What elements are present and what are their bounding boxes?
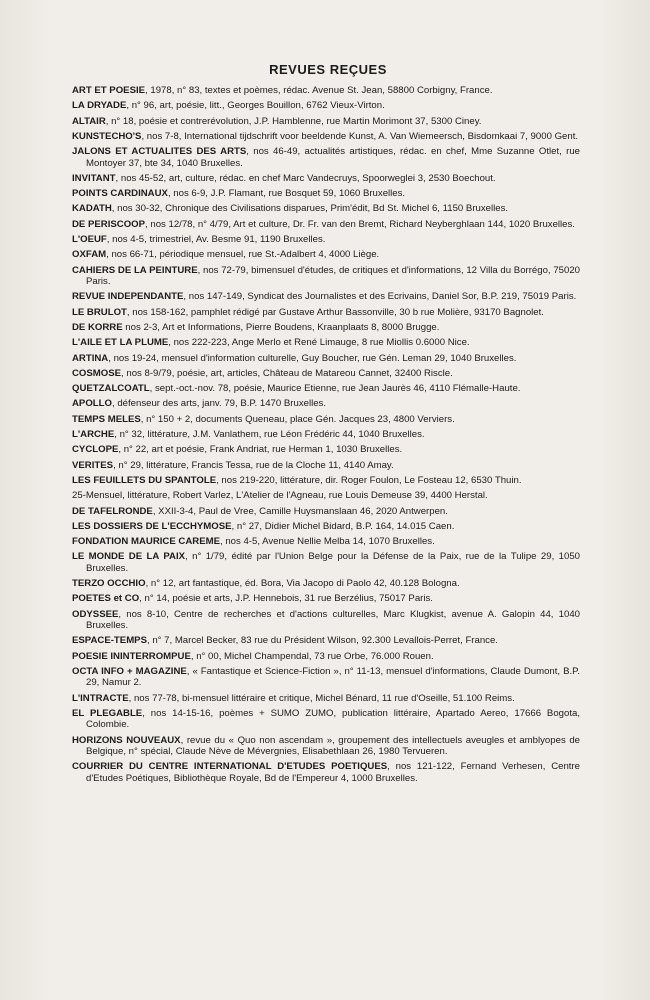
review-name: ARTINA [72,352,109,364]
review-entry [72,188,580,199]
review-name: OXFAM [72,249,107,261]
review-details: , revue du « Quo non ascendam », groupement des intellectuels aveugles et amblyopes de Belgique, n° spécial, Claude Nève de Mévergnies, Elisabethlaan 26, 1980 Tervueren. [86,734,580,758]
review-entry [72,429,580,440]
review-name: KUNSTECHO'S [72,130,142,142]
review-entry [72,551,580,574]
review-name: COURRIER DU CENTRE INTERNATIONAL D'ETUDES POETIQUES [72,761,388,773]
review-name: LES DOSSIERS DE L'ECCHYMOSE [72,520,232,532]
review-name: VERITES [72,459,114,471]
review-entry [72,666,580,689]
review-entry [72,173,580,184]
review-name: COSMOSE [72,367,122,379]
review-details: , n° 00, Michel Champendal, 73 rue Orbe, 76.000 Rouen. [190,650,434,662]
review-details: , « Fantastique et Science-Fiction », n° 11-13, mensuel d'informations, Claude Dumont, B.P. 29, Namur 2. [86,666,580,689]
review-entry [72,490,580,501]
review-details: , nos 121-122, Fernand Verhesen, Centre d'Etudes Poétiques, Bibliothèque Royale, Bd de l'Empereur 4, 1000 Bruxelles. [86,761,580,784]
review-entry [72,444,580,455]
review-name: DE KORRE [72,321,123,333]
review-name: POETES et CO [72,593,140,605]
review-name: L'ARCHE [72,429,115,441]
review-name: POINTS CARDINAUX [72,188,168,200]
review-details: , n° 27, Didier Michel Bidard, B.P. 164, 14.015 Caen. [231,520,455,532]
review-entry [72,234,580,245]
review-name: ART ET POESIE [72,85,146,96]
review-details: , nos 4-5, trimestriel, Av. Besme 91, 1190 Bruxelles. [106,234,326,246]
review-entry [72,265,580,288]
review-details: , n° 32, littérature, J.M. Vanlathem, rue Léon Frédéric 44, 1040 Bruxelles. [114,429,425,441]
review-name: KADATH [72,203,112,215]
review-name: TERZO OCCHIO [72,578,146,590]
review-name: POESIE ININTERROMPUE [72,650,191,662]
review-entry [72,116,580,127]
review-entry [72,761,580,784]
review-details: , nos 19-24, mensuel d'information culturelle, Guy Boucher, rue Gén. Leman 29, 1040 Bruxelles. [108,352,517,364]
review-details: , nos 8-10, Centre de recherches et d'actions culturelles, Marc Klugkist, avenue A. Galopin 44, 1040 Bruxelles. [86,608,580,632]
review-details: , nos 14-15-16, poèmes + SUMO ZUMO, publication littéraire, Apartado Aereo, 17666 Bogota, Colombie. [86,708,580,731]
review-name: L'INTRACTE [72,692,129,704]
review-details: , défenseur des arts, janv. 79, B.P. 1470 Bruxelles. [111,398,327,410]
review-entry [72,307,580,318]
review-details: , 1978, n° 83, textes et poèmes, rédac. Avenue St. Jean, 58800 Corbigny, France. [145,85,493,96]
review-name: LE BRULOT [72,306,127,318]
review-details: , nos 4-5, Avenue Nellie Melba 14, 1070 Bruxelles. [220,536,435,548]
review-details: , n° 150 + 2, documents Queneau, place Gén. Jacques 23, 4800 Verviers. [140,413,455,425]
review-details: , nos 219-220, littérature, dir. Roger Foulon, Le Fosteau 12, 6530 Thuin. [216,474,522,486]
review-entry [72,635,580,646]
review-details: nos 2-3, Art et Informations, Pierre Boudens, Kraanplaats 8, 8000 Brugge. [122,321,440,333]
review-name: EL PLEGABLE [72,708,143,720]
review-entry [72,368,580,379]
page-title: REVUES REÇUES [269,62,387,77]
review-name: CYCLOPE [72,444,119,456]
review-list [72,85,580,784]
review-details: , nos 72-79, bimensuel d'études, de critiques et d'informations, 12 Villa du Borrégo, 75020 Paris. [86,264,580,288]
review-entry [72,131,580,142]
review-details: , n° 7, Marcel Becker, 83 rue du Président Wilson, 92.300 Levallois-Perret, France. [146,635,498,647]
review-entry [72,593,580,604]
review-entry [72,146,580,169]
review-entry [72,460,580,471]
review-name: ESPACE-TEMPS [72,635,147,647]
review-entry [72,219,580,230]
review-details: , n° 96, art, poésie, litt., Georges Bouillon, 6762 Vieux-Virton. [126,100,385,112]
review-entry [72,735,580,758]
review-details: , n° 1/79, édité par l'Union Belge pour la Défense de la Paix, rue de la Tulipe 29, 1050 Bruxelles. [86,551,580,574]
review-entry [72,249,580,260]
review-name: APOLLO [72,398,112,410]
review-details: , nos 30-32, Chronique des Civilisations disparues, Prim'édit, Bd St. Michel 6, 1150 Bruxelles. [111,203,509,215]
review-details: , sept.-oct.-nov. 78, poésie, Maurice Etienne, rue Jean Jaurès 46, 4110 Flémalle-Haute. [149,383,521,395]
review-entry [72,322,580,333]
review-entry [72,536,580,547]
review-details: , n° 29, littérature, Francis Tessa, rue de la Cloche 11, 4140 Amay. [113,459,394,471]
review-details: , nos 147-149, Syndicat des Journalistes et des Ecrivains, Daniel Sor, B.P. 219, 75019 Paris. [183,291,577,303]
review-details: , nos 77-78, bi-mensuel littéraire et critique, Michel Bénard, 11 rue d'Oseille, 51.100 Reims. [128,692,515,704]
review-name: ODYSSEE [72,608,119,620]
review-details: , n° 12, art fantastique, éd. Bora, Via Jacopo di Paolo 42, 40.128 Bologna. [145,578,460,590]
review-entry [72,203,580,214]
review-entry [72,521,580,532]
review-entry [72,609,580,632]
review-name: OCTA INFO + MAGAZINE [72,666,187,678]
review-details: 25-Mensuel, littérature, Robert Varlez, L'Atelier de l'Agneau, rue Louis Demeuse 39, 4400 Herstal. [72,490,488,502]
review-entry [72,100,580,111]
review-details: , nos 12/78, n° 4/79, Art et culture, Dr. Fr. van den Bremt, Richard Neyberghlaan 144, 1020 Bruxelles. [145,218,575,230]
review-entry [72,651,580,662]
review-entry [72,337,580,348]
review-entry [72,291,580,302]
review-name: HORIZONS NOUVEAUX [72,734,181,746]
review-name: DE PERISCOOP [72,218,146,230]
review-name: LE MONDE DE LA PAIX [72,551,186,563]
review-details: , n° 14, poésie et arts, J.P. Hennebois, 31 rue Berzélius, 75017 Paris. [139,593,433,605]
review-name: DE TAFELRONDE [72,505,153,517]
review-entry [72,85,580,96]
review-entry [72,383,580,394]
review-details: , XXII-3-4, Paul de Vree, Camille Huysmanslaan 46, 2020 Antwerpen. [152,505,448,517]
review-details: , nos 6-9, J.P. Flamant, rue Bosquet 59, 1060 Bruxelles. [167,188,406,200]
review-entry [72,353,580,364]
review-entry [72,578,580,589]
review-name: JALONS ET ACTUALITES DES ARTS [72,146,247,158]
review-name: INVITANT [72,172,116,184]
review-entry [72,475,580,486]
review-entry [72,708,580,731]
review-details: , nos 45-52, art, culture, rédac. en chef Marc Vandecruys, Spoorweglei 3, 2530 Boechout. [115,172,496,184]
review-name: REVUE INDEPENDANTE [72,291,184,303]
review-details: , n° 22, art et poésie, Frank Andriat, rue Herman 1, 1030 Bruxelles. [118,444,403,456]
review-name: CAHIERS DE LA PEINTURE [72,264,198,276]
review-details: , nos 66-71, périodique mensuel, rue St.-Adalbert 4, 4000 Liège. [106,249,380,261]
review-details: , n° 18, poésie et contrerévolution, J.P. Hamblenne, rue Martin Morimont 37, 5300 Ciney. [105,115,482,127]
review-name: L'OEUF [72,234,107,246]
review-name: TEMPS MELES [72,413,141,425]
review-name: LES FEUILLETS DU SPANTOLE [72,474,217,486]
review-details: , nos 46-49, actualités artistiques, rédac. en chef, Mme Suzanne Otlet, rue Montoyer 37, bte 34, 1040 Bruxelles. [86,146,580,169]
review-entry [72,414,580,425]
review-details: , nos 8-9/79, poésie, art, articles, Château de Matareou Cannet, 32400 Riscle. [121,367,453,379]
review-details: , nos 222-223, Ange Merlo et René Limauge, 8 rue Miollis 0.6000 Nice. [168,337,470,349]
review-entry [72,693,580,704]
review-name: ALTAIR [72,115,106,127]
review-details: , nos 158-162, pamphlet rédigé par Gustave Arthur Bassonville, 30 b rue Molière, 93170 Bagnolet. [126,306,544,318]
review-name: QUETZALCOATL [72,383,150,395]
review-entry [72,398,580,409]
review-entry [72,506,580,517]
review-name: FONDATION MAURICE CAREME [72,536,220,548]
review-name: L'AILE ET LA PLUME [72,337,169,349]
review-name: LA DRYADE [72,100,127,112]
review-details: , nos 7-8, International tijdschrift voor beeldende Kunst, A. Van Wiemeersch, Bisdomkaai 7, 9000 Gent. [141,130,579,142]
